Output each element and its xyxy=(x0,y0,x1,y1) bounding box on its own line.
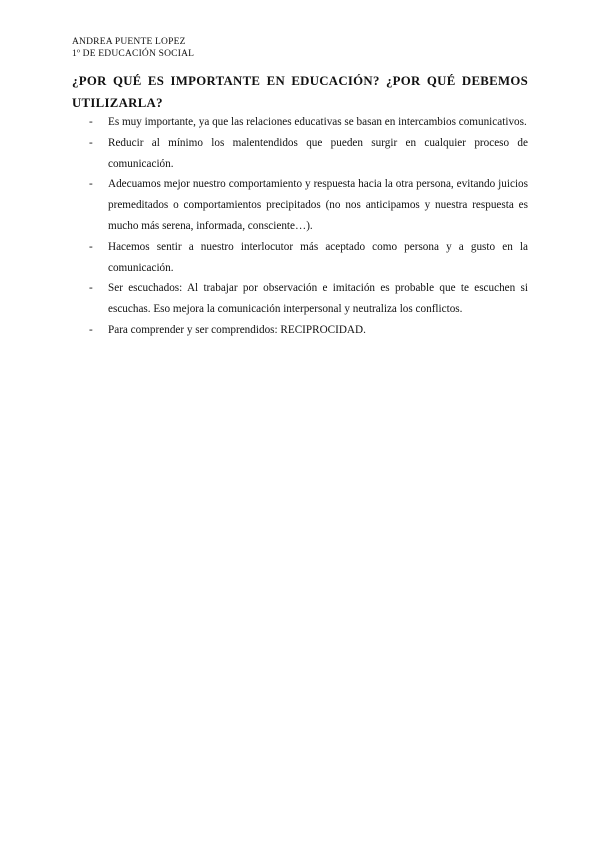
list-item-text: Hacemos sentir a nuestro interlocutor más aceptado como persona y a gusto en la comunicación. xyxy=(108,240,528,274)
bullet-list xyxy=(72,112,528,341)
list-item-text: Reducir al mínimo los malentendidos que pueden surgir en cualquier proceso de comunicación. xyxy=(108,136,528,170)
list-item xyxy=(72,320,528,341)
author-name: ANDREA PUENTE LOPEZ xyxy=(72,37,186,47)
dash-marker: - xyxy=(89,136,93,149)
list-item-text: Ser escuchados: Al trabajar por observación e imitación es probable que te escuchen si escuchas. Eso mejora la comunicación interpersonal y neutraliza los conflictos. xyxy=(108,282,528,316)
document-header xyxy=(72,36,194,60)
section-title: ¿POR QUÉ ES IMPORTANTE EN EDUCACIÓN? ¿POR QUÉ DEBEMOS UTILIZARLA? xyxy=(72,74,528,110)
list-item-text: Es muy importante, ya que las relaciones educativas se basan en intercambios comunicativos. xyxy=(108,116,527,128)
list-item-text: Para comprender y ser comprendidos: RECIPROCIDAD. xyxy=(108,323,366,336)
dash-marker: - xyxy=(89,178,93,191)
dash-marker: - xyxy=(89,240,93,253)
list-item xyxy=(72,174,528,236)
course-name: 1º DE EDUCACIÓN SOCIAL xyxy=(72,49,195,59)
list-item xyxy=(72,237,528,279)
list-item xyxy=(72,133,528,175)
list-item xyxy=(72,112,528,133)
dash-marker: - xyxy=(89,282,93,295)
dash-marker: - xyxy=(89,116,93,128)
list-item xyxy=(72,278,528,320)
dash-marker: - xyxy=(89,323,93,336)
list-item-text: Adecuamos mejor nuestro comportamiento y respuesta hacia la otra persona, evitando juicios premeditados o comportamientos precipitados (no nos anticipamos y nuestra respuesta es mucho más serena, informada, consciente…). xyxy=(108,178,528,232)
